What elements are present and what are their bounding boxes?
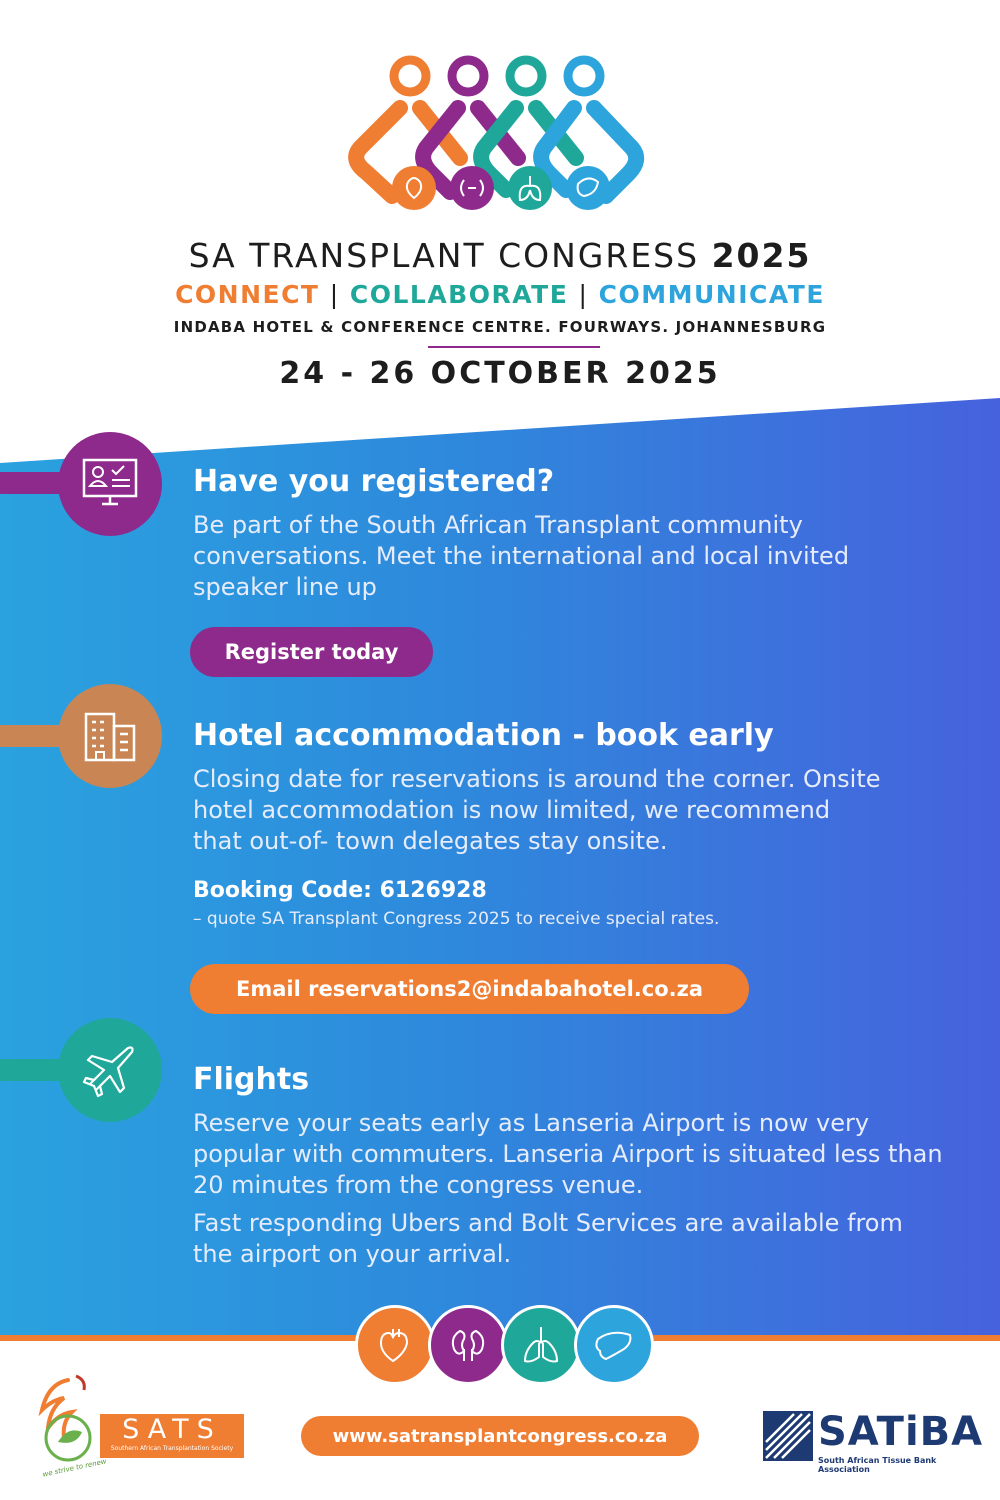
register-body: Be part of the South African Transplant community conversations. Meet the international and local invited speaker line up bbox=[193, 511, 850, 601]
flights-body-2: Fast responding Ubers and Bolt Services are available from the airport on your arrival. bbox=[193, 1209, 903, 1268]
organ-icons bbox=[355, 1305, 655, 1385]
register-today-button[interactable]: Register today bbox=[190, 627, 433, 677]
liver-icon bbox=[574, 1305, 654, 1385]
sats-name-box bbox=[100, 1414, 244, 1458]
lungs-icon bbox=[501, 1305, 581, 1385]
kidneys-icon bbox=[428, 1305, 508, 1385]
hotel-icon-circle bbox=[58, 684, 162, 788]
venue: INDABA HOTEL & CONFERENCE CENTRE. FOURWAYS. JOHANNESBURG bbox=[173, 318, 827, 336]
satiba-square-icon bbox=[762, 1410, 814, 1462]
satiba-subtitle: South African Tissue Bank Association bbox=[818, 1456, 937, 1474]
booking-code: Booking Code: 6126928 bbox=[193, 878, 487, 903]
tagline-collaborate: COLLABORATE bbox=[349, 280, 569, 309]
airplane-icon bbox=[78, 1038, 142, 1102]
register-icon-circle bbox=[58, 432, 162, 536]
congress-title-year: 2025 bbox=[711, 236, 812, 275]
flights-body-1: Reserve your seats early as Lanseria Airport is now very popular with commuters. Lanseria Airport is situated less than 20 minutes from the congress venue. bbox=[193, 1109, 943, 1199]
sats-subtitle: Southern African Transplantation Society bbox=[110, 1445, 234, 1452]
hotel-body: Closing date for reservations is around the corner. Onsite hotel accommodation is now limited, we recommend that out-of- town delegates stay onsite. bbox=[193, 765, 881, 855]
sats-motto: we strive to renew bbox=[41, 1457, 108, 1479]
sats-logo bbox=[28, 1372, 234, 1482]
heart-icon bbox=[355, 1305, 435, 1385]
hotel-building-icon bbox=[78, 704, 142, 768]
registration-monitor-icon bbox=[78, 452, 142, 516]
divider bbox=[428, 346, 600, 348]
tagline-separator: | bbox=[329, 280, 340, 309]
congress-logo bbox=[340, 48, 660, 228]
congress-title bbox=[0, 236, 1000, 275]
email-reservations-button[interactable]: Email reservations2@indabahotel.co.za bbox=[190, 964, 749, 1014]
tagline-connect: CONNECT bbox=[175, 280, 320, 309]
tagline-communicate: COMMUNICATE bbox=[598, 280, 825, 309]
congress-title-text: SA TRANSPLANT CONGRESS bbox=[188, 236, 700, 275]
satiba-logo bbox=[762, 1408, 982, 1482]
event-dates: 24 - 26 OCTOBER 2025 bbox=[279, 356, 721, 391]
tagline-separator: | bbox=[578, 280, 589, 309]
register-title: Have you registered? bbox=[193, 464, 555, 499]
tagline bbox=[0, 280, 1000, 309]
hotel-title: Hotel accommodation - book early bbox=[193, 718, 774, 753]
sats-name: SATS bbox=[122, 1414, 222, 1445]
flights-title: Flights bbox=[193, 1062, 310, 1097]
booking-note: – quote SA Transplant Congress 2025 to receive special rates. bbox=[193, 909, 720, 929]
flights-icon-circle bbox=[58, 1018, 162, 1122]
satiba-name: SATiBA bbox=[818, 1409, 984, 1455]
website-link[interactable]: www.satransplantcongress.co.za bbox=[301, 1416, 699, 1456]
